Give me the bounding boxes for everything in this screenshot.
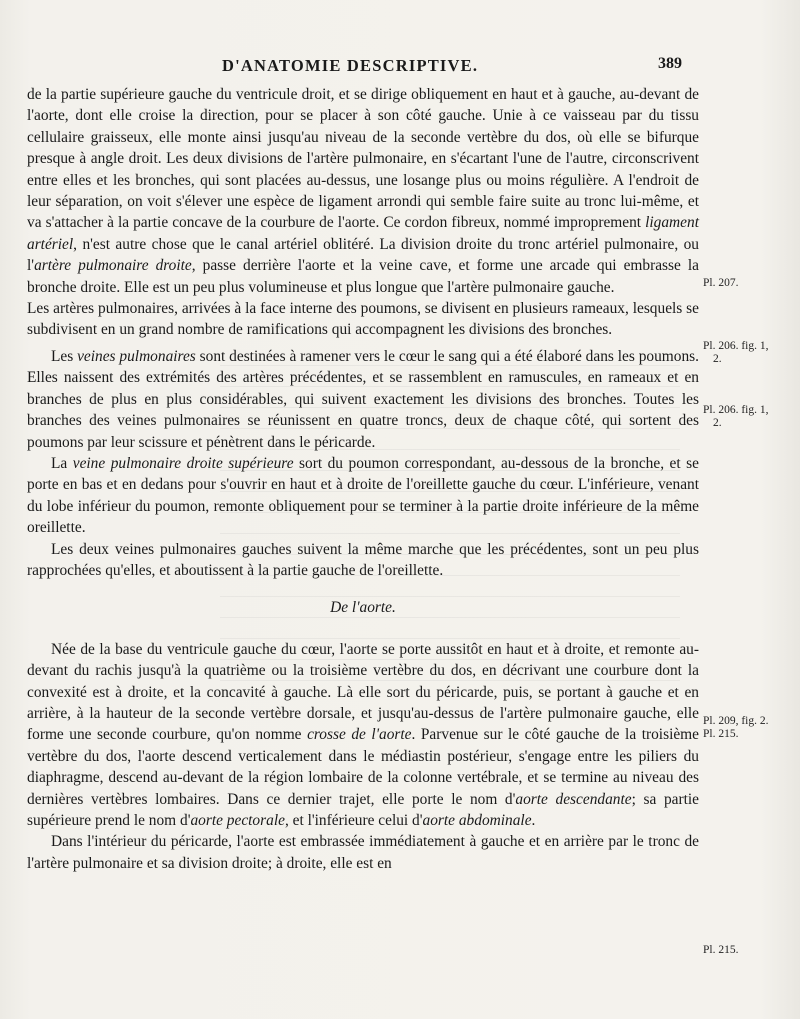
term-aorte-pectorale: aorte pectorale: [190, 812, 285, 829]
page-header: [0, 56, 800, 78]
paragraph-aorta: Née de la base du ventricule gauche du cœur, l'aorte se porte aussitôt en haut et à droite, et remonte au-devant du rachis jusqu'à la quatrième ou la troisième vertèbre du dos, en décrivant une courbure dont la convexité est à droite, et la concavité à gauche. Là elle sort du péricarde, puis, se portant à gauche et en arrière, à la hauteur de la seconde vertèbre dorsale, et jusqu'au-dessus de l'artère pulmonaire gauche, elle forme une seconde courbure, qu'on nomme crosse de l'aorte. Parvenue sur le côté gauche de la troisième vertèbre du dos, l'aorte descend verticalement dans le médiastin postérieur, s'engage entre les piliers du diaphragme, descend au-devant de la région lombaire de la colonne vertébrale, et se termine au niveau des dernières vertèbres lombaires. Dans ce dernier trajet, elle porte le nom d'aorte descendante; sa partie supérieure prend le nom d'aorte pectorale, et l'inférieure celui d'aorte abdominale.: [27, 640, 699, 829]
margin-note-pl-206-a: Pl. 206. fig. 1, 2.: [703, 340, 769, 365]
paragraph-right-superior-vein: La veine pulmonaire droite supérieure sort du poumon correspondant, au-dessous de la bronche, et se porte en bas et en dedans pour s'ouvrir en haut et à droite de l'oreillette gauche du cœur. L'inférieure, venant du lobe inférieur du poumon, remonte obliquement pour se terminer à la partie droite inférieure de la même oreillette.: [27, 454, 699, 537]
running-title: D'ANATOMIE DESCRIPTIVE.: [222, 56, 479, 75]
term-aorte-abdominale: aorte abdominale: [422, 812, 532, 829]
margin-note-pl-209-215: Pl. 209, fig. 2. Pl. 215.: [703, 715, 769, 740]
paragraph-pulmonary-veins: Les veines pulmonaires sont destinées à ramener vers le cœur le sang qui a été élaboré dans les poumons. Elles naissent des extrémités des artères précédentes, et se rassemblent en ramuscules, en rameaux et en branches de plus en plus considérables, qui suivent exactement les divisions des bronches. Toutes les branches des veines pulmonaires se réunissent en quatre troncs, deux de chaque côté, qui sortent des poumons par leur scissure et pénètrent dans le péricarde.: [27, 347, 699, 451]
term-aorte-descendante: aorte descendante: [515, 790, 632, 808]
page-number: 389: [658, 55, 682, 72]
paragraph-aorta-pericardium: Dans l'intérieur du péricarde, l'aorte est embrassée immédiatement à gauche et en arrière par le tronc de l'artère pulmonaire et sa division droite; à droite, elle est en: [27, 833, 699, 872]
paragraph-left-veins: Les deux veines pulmonaires gauches suivent la même marche que les précédentes, sont un peu plus rapprochées qu'elles, et aboutissent à la partie gauche de l'oreillette.: [27, 540, 699, 579]
paragraph-pulmonary-branches: Les artères pulmonaires, arrivées à la face interne des poumons, se divisent en plusieurs rameaux, lesquels se subdivisent en un grand nombre de ramifications qui accompagnent les divisions des bronches.: [27, 300, 699, 339]
section-title-aorte: De l'aorte.: [330, 599, 396, 617]
term-ligament-arteriel: ligament artériel: [27, 214, 699, 253]
term-veine-pulmonaire-droite-superieure: veine pulmonaire droite supérieure: [72, 454, 294, 472]
body-text: [27, 84, 699, 874]
margin-note-pl-206-b: Pl. 206. fig. 1, 2.: [703, 404, 769, 429]
paragraph-pulmonary-artery: de la partie supérieure gauche du ventricule droit, et se dirige obliquement en haut et à gauche, au-devant de l'aorte, dont elle croise la direction, pour se placer à son côté gauche. Unie à ce vaisseau par du tissu cellulaire graisseux, elle monte ainsi jusqu'au niveau de la seconde vertèbre du dos, où elle se bifurque presque à angle droit. Les deux divisions de l'artère pulmonaire, en s'écartant l'une de l'autre, circonscrivent entre elles et les bronches, qui sont placées au-dessus, une losange plus ou moins régulière. A l'endroit de leur séparation, on voit s'élever une espèce de ligament arrondi qui semble faire suite au tronc lui-même, et va s'attacher à la partie concave de la courbure de l'aorte. Ce cordon fibreux, nommé improprement ligament artériel, n'est autre chose que le canal artériel oblitéré. La division droite du tronc artériel pulmonaire, ou l'artère pulmonaire droite, passe derrière l'aorte et la veine cave, et forme une arcade qui embrasse la bronche droite. Elle est un peu plus volumineuse et plus longue que l'artère pulmonaire gauche.: [27, 86, 699, 296]
term-artere-pulmonaire-droite: artère pulmonaire droite: [34, 257, 192, 275]
term-crosse-aorte: crosse de l'aorte: [307, 726, 412, 744]
margin-note-pl-207: Pl. 207.: [703, 277, 739, 289]
term-veines-pulmonaires: veines pulmonaires: [77, 347, 196, 365]
margin-note-pl-215: Pl. 215.: [703, 944, 739, 956]
